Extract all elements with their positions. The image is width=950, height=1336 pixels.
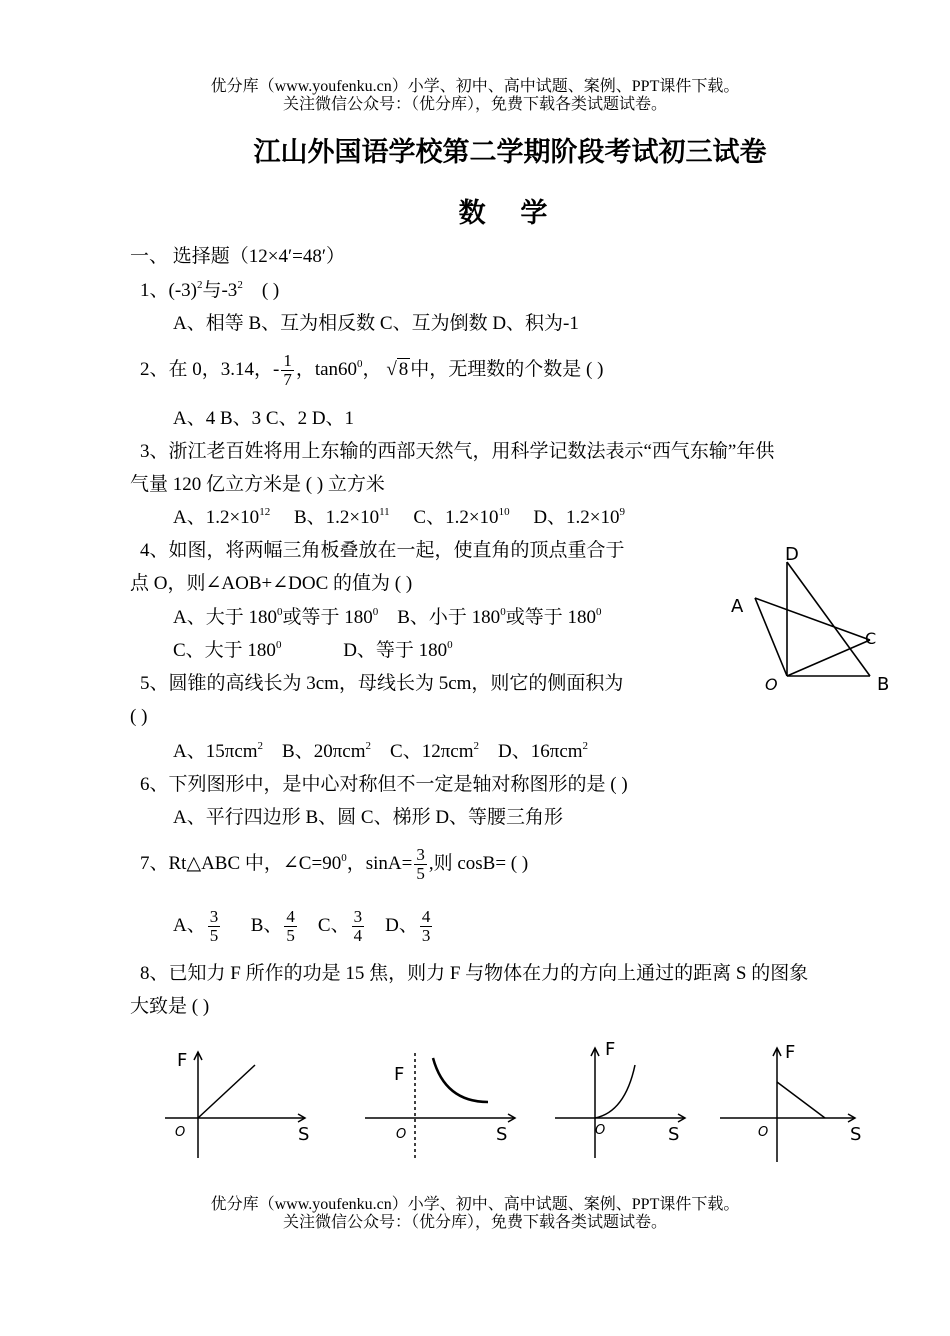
watermark-header-line1: 优分库（www.youfenku.cn）小学、初中、高中试题、案例、PPT课件下载。 <box>210 78 740 95</box>
question-2-options: A、4 B、3 C、2 D、1 <box>173 408 355 429</box>
question-5-options: A、15πcm$^2$ B、20πcm$^2$ C、12πcm$^2$ D、16πcm$^2$ <box>173 740 589 762</box>
axis-s-label: S <box>668 1124 680 1145</box>
axis-o-label: O <box>175 1125 186 1140</box>
axis-o-label: O <box>595 1123 606 1138</box>
question-8-line2: 大致是 ( ) <box>130 996 210 1017</box>
question-3-line1: 3、浙江老百姓将用上东输的西部天然气，用科学记数法表示“西气东输”年供 <box>140 441 775 462</box>
question-6: 6、下列图形中，是中心对称但不一定是轴对称图形的是 ( ) <box>140 774 628 795</box>
question-2: 2、在 0，3.14，- $\frac{1}{7}$ ，$\tan 60^0$， √ 8 中，无理数的个数是 ( ) <box>140 344 603 396</box>
axis-o-label: O <box>396 1127 407 1142</box>
axis-o-label: O <box>758 1125 769 1140</box>
axis-f-label: F <box>394 1064 405 1085</box>
label-o: O <box>765 675 778 694</box>
label-c: C <box>865 629 877 648</box>
triangles-figure <box>725 540 900 700</box>
axis-f-label: F <box>605 1040 616 1060</box>
watermark-footer-line2: 关注微信公众号：（优分库），免费下载各类试题试卷。 <box>282 1214 667 1231</box>
question-5-line1: 5、圆锥的高线长为 3cm，母线长为 5cm，则它的侧面积为 <box>140 673 624 694</box>
label-a: A <box>731 596 744 617</box>
question-1-options: A、相等 B、互为相反数 C、互为倒数 D、积为-1 <box>173 313 579 334</box>
exam-title: 江山外国语学校第二学期阶段考试初三试卷 <box>253 137 767 167</box>
question-1: 1、$(-3)^2$与$-3^2$ ( ) <box>140 279 280 301</box>
axis-f-label: F <box>177 1050 188 1071</box>
line-ao <box>755 598 787 676</box>
axis-f-label: F <box>785 1042 796 1063</box>
question-5-line2: ( ) <box>130 706 148 727</box>
watermark-header-line2: 关注微信公众号：（优分库），免费下载各类试题试卷。 <box>282 96 667 113</box>
question-4-line2: 点 O，则∠AOB+∠DOC 的值为 ( ) <box>130 573 413 594</box>
exam-subject: 数 学 <box>458 198 562 228</box>
square-root: √ 8 <box>386 359 409 380</box>
question-4-options-cd: C、大于 $180^0$ D、等于 $180^0$ <box>173 639 453 661</box>
fraction: $\frac{3}{5}$ <box>416 845 425 884</box>
axis-s-label: S <box>298 1124 310 1145</box>
q8-graphs <box>150 1040 870 1170</box>
section-heading: 一、 选择题（12×4′=48′） <box>130 246 345 267</box>
question-3-options: A、$1.2\times 10^{12}$ B、$1.2\times 10^{11}$ C、$1.2\times 10^{10}$ D、$1.2\times 10^9$ <box>173 506 625 528</box>
line-ac <box>755 598 870 640</box>
watermark-footer-line1: 优分库（www.youfenku.cn）小学、初中、高中试题、案例、PPT课件下载。 <box>210 1196 740 1213</box>
question-6-options: A、平行四边形 B、圆 C、梯形 D、等腰三角形 <box>173 807 564 828</box>
question-7: 7、Rt△ABC 中，$\angle C=90^0$，sinA= $\frac{3}{5}$ ,则 cosB= ( ) <box>140 845 529 884</box>
axis-s-label: S <box>496 1124 508 1145</box>
label-d: D <box>785 544 799 565</box>
question-4-line1: 4、如图，将两幅三角板叠放在一起，使直角的顶点重合于 <box>140 540 625 561</box>
line-db <box>787 562 870 676</box>
question-4-options-ab: A、大于 $180^0$或等于 $180^0$ B、小于 $180^0$或等于 $180^0$ <box>173 606 602 628</box>
axis-s-label: S <box>850 1124 862 1145</box>
label-b: B <box>877 674 890 695</box>
graph-c <box>555 1048 685 1158</box>
question-3-line2: 气量 120 亿立方米是 ( ) 立方米 <box>130 474 385 495</box>
question-8-line1: 8、已知力 F 所作的功是 15 焦，则力 F 与物体在力的方向上通过的距离 S 的图象 <box>140 963 809 984</box>
fraction: $\frac{1}{7}$ <box>283 351 292 390</box>
question-7-options: A、 $\frac{3}{5}$ B、 $\frac{4}{5}$ C、 $\frac{3}{4}$ D、 $\frac{4}{3}$ <box>173 907 431 946</box>
graph-b <box>365 1052 515 1158</box>
graph-d <box>720 1048 855 1162</box>
